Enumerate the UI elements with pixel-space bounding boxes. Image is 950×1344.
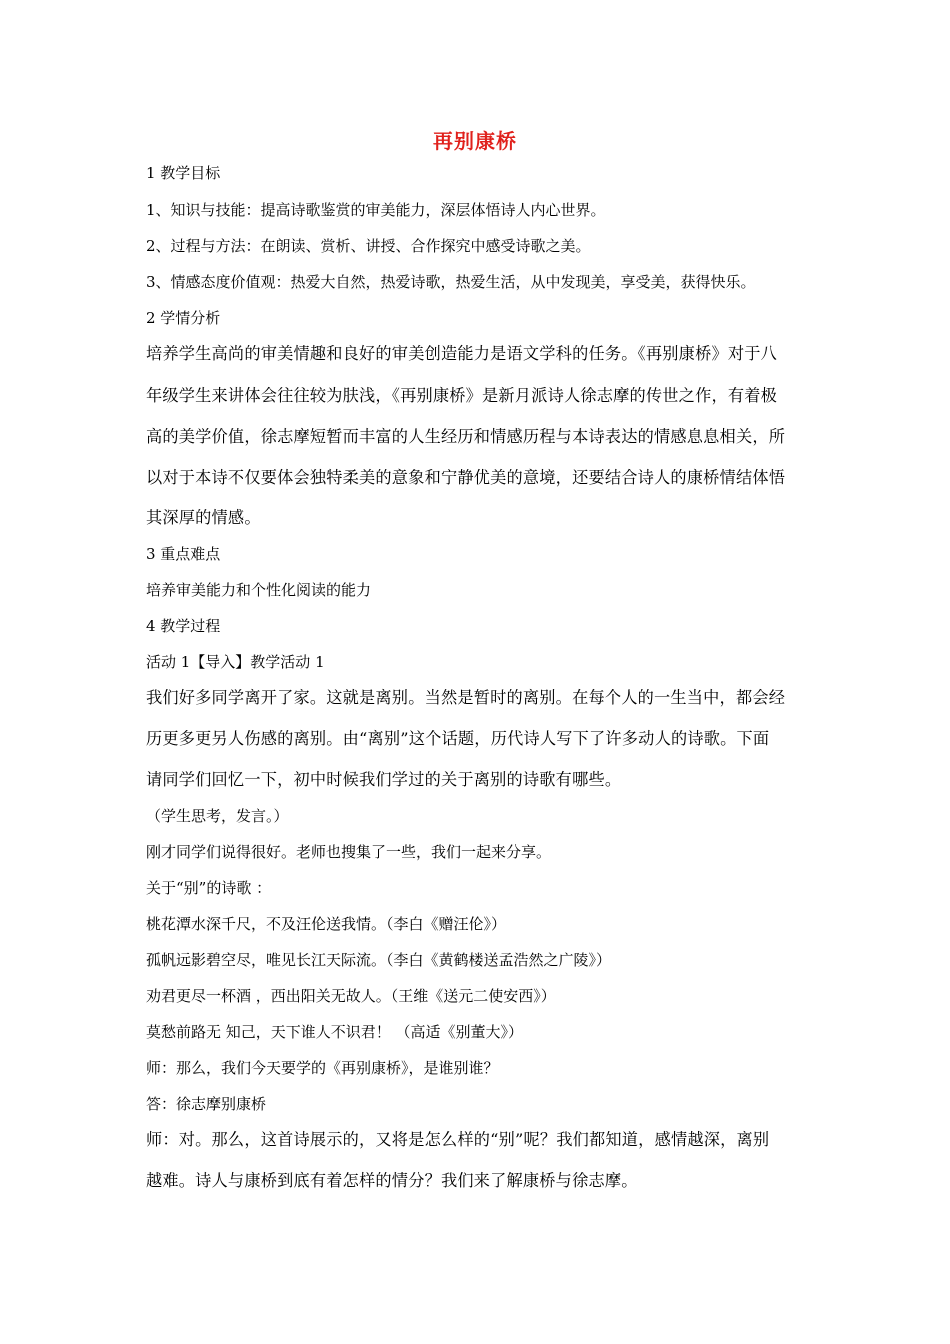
intro-line: 请同学们回忆一下，初中时候我们学过的关于离别的诗歌有哪些。	[146, 770, 622, 789]
objective-item: 3、情感态度价值观：热爱大自然，热爱诗歌，热爱生活，从中发现美，享受美，获得快乐。	[146, 273, 756, 291]
teacher-share: 刚才同学们说得很好。老师也搜集了一些，我们一起来分享。	[146, 843, 552, 861]
section-heading-process: 4 教学过程	[146, 617, 221, 635]
closing-line: 师：对。那么，这首诗展示的，又将是怎么样的“别”呢？我们都知道，感情越深，离别	[146, 1130, 770, 1149]
analysis-line: 高的美学价值，徐志摩短暂而丰富的人生经历和情感历程与本诗表达的情感息息相关，所	[146, 427, 786, 446]
analysis-line: 其深厚的情感。	[146, 508, 261, 527]
section-heading-analysis: 2 学情分析	[146, 309, 221, 327]
student-note: （学生思考，发言。）	[146, 807, 289, 825]
section-heading-objectives: 1 教学目标	[146, 164, 221, 182]
objective-item: 1、知识与技能：提高诗歌鉴赏的审美能力，深层体悟诗人内心世界。	[146, 201, 606, 219]
student-answer: 答：徐志摩别康桥	[146, 1095, 267, 1113]
closing-line: 越难。诗人与康桥到底有着怎样的情分？我们来了解康桥与徐志摩。	[146, 1171, 638, 1190]
activity-title: 活动 1【导入】教学活动 1	[146, 653, 325, 671]
analysis-line: 以对于本诗不仅要体会独特柔美的意象和宁静优美的意境，还要结合诗人的康桥情结体悟	[146, 468, 786, 487]
objective-item: 2、过程与方法：在朗读、赏析、讲授、合作探究中感受诗歌之美。	[146, 237, 591, 255]
teacher-question: 师：那么，我们今天要学的《再别康桥》，是谁别谁？	[146, 1059, 499, 1077]
intro-line: 我们好多同学离开了家。这就是离别。当然是暂时的离别。在每个人的一生当中，都会经	[146, 688, 786, 707]
analysis-line: 培养学生高尚的审美情趣和良好的审美创造能力是语文学科的任务。《再别康桥》对于八	[146, 344, 778, 363]
intro-line: 历更多更另人伤感的离别。由“离别”这个话题，历代诗人写下了许多动人的诗歌。下面	[146, 729, 770, 748]
poem-line: 劝君更尽一杯酒 ，西出阳关无故人。（王维《送元二使安西》）	[146, 987, 556, 1005]
poem-line: 孤帆远影碧空尽，唯见长江天际流。（李白《黄鹤楼送孟浩然之广陵》）	[146, 951, 612, 969]
poems-heading: 关于“别”的诗歌 ：	[146, 879, 272, 897]
section-heading-key-points: 3 重点难点	[146, 545, 221, 563]
key-points-text: 培养审美能力和个性化阅读的能力	[146, 581, 372, 599]
page-title: 再别康桥	[433, 129, 517, 153]
poem-line: 莫愁前路无 知己，天下谁人不识君！ （高适《别董大》）	[146, 1023, 524, 1041]
poem-line: 桃花潭水深千尺，不及汪伦送我情。（李白《赠汪伦》）	[146, 915, 507, 933]
analysis-line: 年级学生来讲体会往往较为肤浅，《再别康桥》是新月派诗人徐志摩的传世之作，有着极	[146, 386, 778, 405]
